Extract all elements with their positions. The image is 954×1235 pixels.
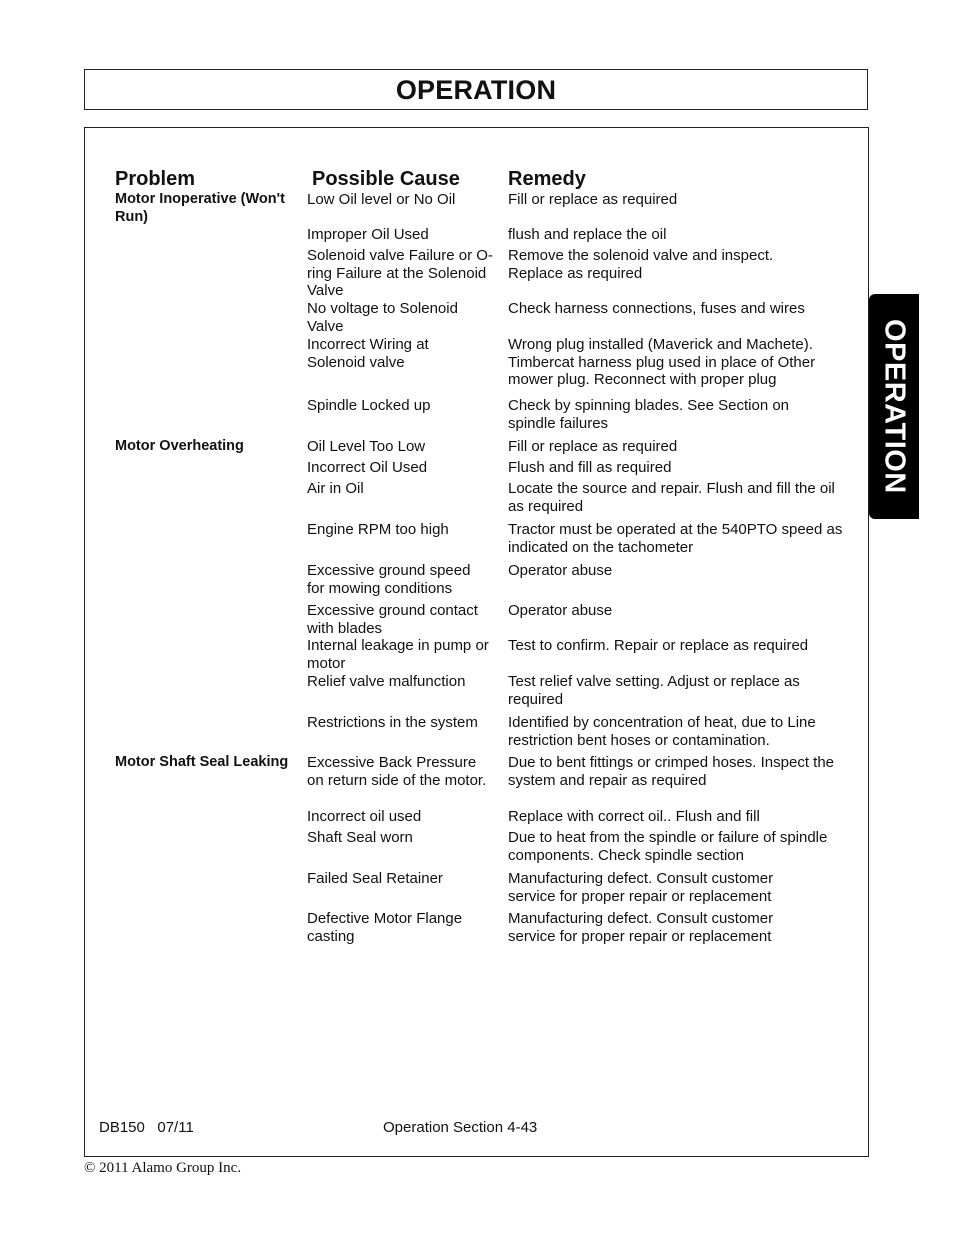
remedy-cell: Identified by concentration of heat, due to Line restriction bent hoses or contamination.: [508, 714, 816, 749]
remedy-cell: Flush and fill as required: [508, 459, 672, 476]
cause-cell: Low Oil level or No Oil: [307, 191, 456, 208]
cause-cell: No voltage to Solenoid Valve: [307, 300, 458, 335]
remedy-cell: Operator abuse: [508, 602, 613, 619]
cause-cell: Engine RPM too high: [307, 521, 449, 538]
problem-cell: Motor Inoperative (Won't Run): [115, 191, 285, 225]
remedy-cell: Operator abuse: [508, 562, 613, 579]
cause-cell: Spindle Locked up: [307, 397, 431, 414]
remedy-cell: Due to heat from the spindle or failure of spindle components. Check spindle section: [508, 829, 828, 864]
remedy-cell: Locate the source and repair. Flush and fill the oil as required: [508, 480, 835, 515]
remedy-cell: Replace with correct oil.. Flush and fill: [508, 808, 760, 825]
problem-cell: Motor Shaft Seal Leaking: [115, 754, 289, 770]
cause-cell: Excessive Back Pressure on return side of the motor.: [307, 754, 487, 789]
cause-cell: Internal leakage in pump or motor: [307, 637, 489, 672]
problem-cell: Motor Overheating: [115, 438, 244, 454]
cause-cell: Air in Oil: [307, 480, 364, 497]
section-tab-label: OPERATION: [878, 319, 911, 494]
cause-cell: Shaft Seal worn: [307, 829, 413, 846]
cause-cell: Improper Oil Used: [307, 226, 429, 243]
cause-cell: Excessive ground speed for mowing conditions: [307, 562, 471, 597]
column-header-problem: Problem: [115, 168, 196, 190]
remedy-cell: Fill or replace as required: [508, 438, 678, 455]
footer-section: Operation Section 4-43: [383, 1119, 538, 1136]
remedy-cell: Remove the solenoid valve and inspect. Replace as required: [508, 247, 774, 282]
remedy-cell: Tractor must be operated at the 540PTO speed as indicated on the tachometer: [508, 521, 843, 556]
column-header-cause: Possible Cause: [312, 168, 460, 190]
remedy-cell: Manufacturing defect. Consult customer service for proper repair or replacement: [508, 910, 774, 945]
remedy-cell: Fill or replace as required: [508, 191, 678, 208]
cause-cell: Relief valve malfunction: [307, 673, 466, 690]
remedy-cell: Test relief valve setting. Adjust or replace as required: [508, 673, 800, 708]
section-tab: [869, 294, 919, 519]
cause-cell: Incorrect Wiring at Solenoid valve: [307, 336, 429, 371]
remedy-cell: Test to confirm. Repair or replace as required: [508, 637, 809, 654]
copyright: © 2011 Alamo Group Inc.: [84, 1160, 242, 1176]
remedy-cell: Due to bent fittings or crimped hoses. Inspect the system and repair as required: [508, 754, 835, 789]
header-box: [84, 69, 868, 110]
cause-cell: Excessive ground contact with blades: [307, 602, 478, 637]
column-header-remedy: Remedy: [508, 168, 586, 190]
cause-cell: Solenoid valve Failure or O-ring Failure at the Solenoid Valve: [307, 247, 493, 300]
remedy-cell: Check by spinning blades. See Section on spindle failures: [508, 397, 790, 432]
cause-cell: Failed Seal Retainer: [307, 870, 443, 887]
remedy-cell: Wrong plug installed (Maverick and Machete). Timbercat harness plug used in place of Other mower plug. Reconnect with proper plug: [508, 336, 816, 389]
footer-model-date: DB150 07/11: [99, 1119, 194, 1136]
cause-cell: Incorrect Oil Used: [307, 459, 428, 476]
remedy-cell: Check harness connections, fuses and wires: [508, 300, 805, 317]
cause-cell: Defective Motor Flange casting: [307, 910, 463, 945]
cause-cell: Restrictions in the system: [307, 714, 478, 731]
cause-cell: Oil Level Too Low: [307, 438, 426, 455]
remedy-cell: Manufacturing defect. Consult customer service for proper repair or replacement: [508, 870, 774, 905]
remedy-cell: flush and replace the oil: [508, 226, 667, 243]
page-title: OPERATION: [395, 75, 557, 105]
cause-cell: Incorrect oil used: [307, 808, 422, 825]
